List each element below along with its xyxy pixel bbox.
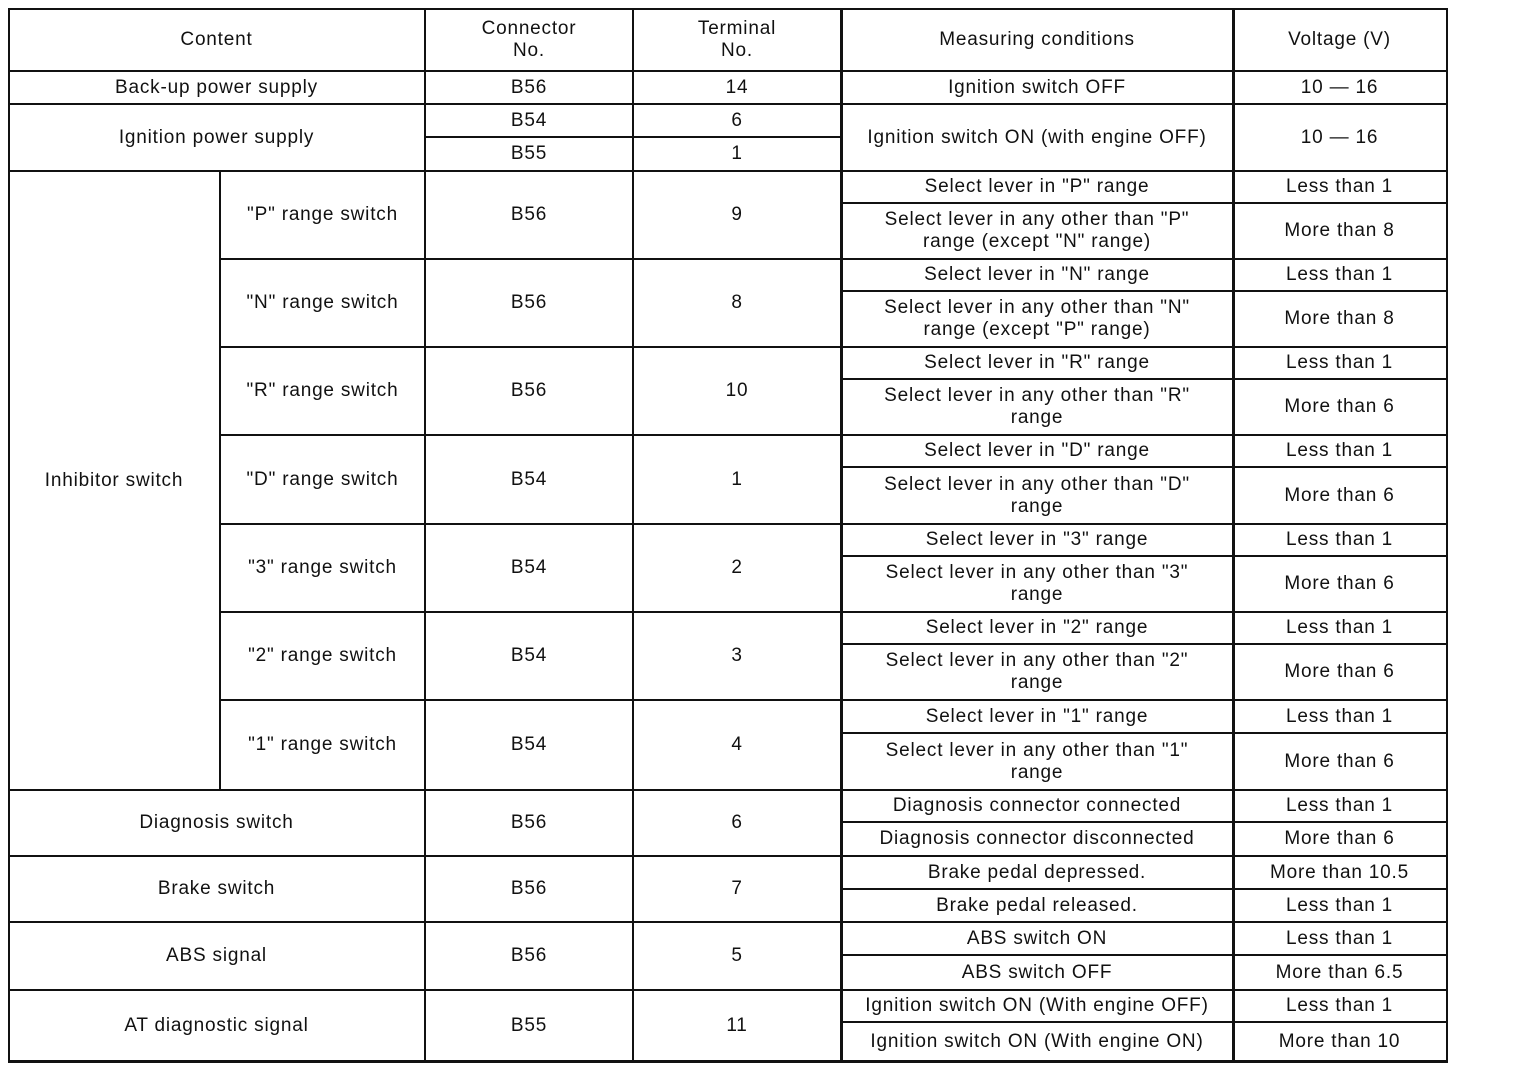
diagnosis-connector: B56 (510, 812, 548, 833)
brake-content: Brake switch (157, 878, 276, 899)
inhibitor-n-terminal: 8 (731, 292, 743, 313)
inhibitor-d-connector: B54 (510, 468, 548, 490)
diagnosis-content: Diagnosis switch (139, 812, 294, 833)
inhibitor-p-condition-1: Select lever in "P" range (924, 176, 1150, 197)
abs-terminal: 5 (731, 945, 743, 966)
header-measuring-conditions: Measuring conditions (939, 28, 1135, 50)
inhibitor-three-voltage-2: More than 6 (1284, 573, 1395, 594)
brake-condition-2: Brake pedal released. (936, 894, 1138, 916)
ignition-terminal-b: 1 (731, 143, 743, 164)
inhibitor-one-condition-1: Select lever in "1" range (925, 705, 1149, 727)
inhibitor-n-voltage-1: Less than 1 (1285, 264, 1394, 285)
inhibitor-n-name: "N" range switch (246, 292, 399, 313)
inhibitor-r-connector: B56 (510, 380, 548, 401)
at-voltage-1: Less than 1 (1285, 995, 1394, 1016)
inhibitor-two-condition-2: Select lever in any other than "2" range (885, 650, 1189, 693)
abs-voltage-1: Less than 1 (1285, 927, 1394, 949)
header-content: Content (180, 28, 253, 50)
abs-condition-1: ABS switch ON (966, 927, 1108, 949)
inhibitor-three-condition-1: Select lever in "3" range (925, 529, 1149, 550)
inhibitor-one-name: "1" range switch (248, 734, 397, 755)
diagnosis-voltage-1: Less than 1 (1285, 795, 1394, 816)
ignition-connector-a: B54 (510, 109, 548, 131)
at-condition-1: Ignition switch ON (With engine OFF) (865, 995, 1209, 1016)
inhibitor-three-connector: B54 (510, 557, 548, 578)
inhibitor-d-condition-1: Select lever in "D" range (924, 440, 1150, 461)
abs-connector: B56 (510, 945, 548, 966)
inhibitor-r-name: "R" range switch (246, 380, 399, 401)
inhibitor-d-voltage-2: More than 6 (1284, 484, 1395, 506)
inhibitor-p-name: "P" range switch (247, 204, 398, 225)
ignition-terminal-a: 6 (731, 109, 743, 131)
inhibitor-p-terminal: 9 (731, 204, 743, 225)
backup-voltage: 10 — 16 (1300, 76, 1379, 98)
backup-terminal: 14 (725, 76, 749, 98)
brake-voltage-1: More than 10.5 (1269, 861, 1409, 883)
at-content: AT diagnostic signal (124, 1014, 309, 1036)
abs-condition-2: ABS switch OFF (961, 961, 1113, 983)
inhibitor-three-terminal: 2 (731, 557, 743, 578)
inhibitor-d-terminal: 1 (731, 468, 743, 490)
inhibitor-two-condition-1: Select lever in "2" range (925, 617, 1149, 638)
inhibitor-three-name: "3" range switch (248, 557, 397, 578)
inhibitor-one-connector: B54 (510, 734, 548, 755)
ignition-voltage: 10 — 16 (1300, 126, 1379, 148)
inhibitor-n-connector: B56 (510, 292, 548, 313)
at-connector: B55 (510, 1014, 548, 1036)
brake-condition-1: Brake pedal depressed. (927, 861, 1147, 883)
inhibitor-d-condition-2: Select lever in any other than "D" range (884, 473, 1190, 517)
inhibitor-r-condition-2: Select lever in any other than "R" range (884, 385, 1190, 428)
at-terminal: 11 (726, 1014, 748, 1036)
brake-terminal: 7 (731, 878, 743, 899)
abs-content: ABS signal (166, 945, 267, 966)
inhibitor-r-voltage-2: More than 6 (1284, 396, 1395, 417)
inhibitor-d-name: "D" range switch (246, 468, 399, 490)
inhibitor-two-terminal: 3 (731, 645, 743, 666)
inhibitor-two-connector: B54 (510, 645, 548, 666)
inhibitor-r-voltage-1: Less than 1 (1285, 352, 1394, 373)
inhibitor-r-terminal: 10 (725, 380, 749, 401)
inhibitor-two-name: "2" range switch (248, 645, 397, 666)
inhibitor-n-condition-2: Select lever in any other than "N" range (except "P" range) (884, 297, 1190, 340)
backup-condition: Ignition switch OFF (948, 76, 1126, 98)
inhibitor-n-voltage-2: More than 8 (1284, 308, 1395, 329)
backup-content: Back-up power supply (115, 76, 318, 98)
backup-connector: B56 (510, 76, 548, 98)
diagnosis-terminal: 6 (731, 812, 743, 833)
inhibitor-one-voltage-1: Less than 1 (1285, 705, 1394, 727)
inhibitor-p-condition-2: Select lever in any other than "P" range (except "N" range) (884, 209, 1190, 252)
inhibitor-one-condition-2: Select lever in any other than "1" range (885, 739, 1189, 783)
header-terminal-no: Terminal No. (697, 17, 777, 61)
inhibitor-two-voltage-1: Less than 1 (1285, 617, 1394, 638)
header-voltage: Voltage (V) (1288, 28, 1391, 50)
inhibitor-p-voltage-1: Less than 1 (1285, 176, 1394, 197)
inhibitor-r-condition-1: Select lever in "R" range (924, 352, 1150, 373)
inhibitor-switch-label: Inhibitor switch (44, 469, 184, 491)
inhibitor-two-voltage-2: More than 6 (1284, 661, 1395, 682)
inhibitor-three-voltage-1: Less than 1 (1285, 529, 1394, 550)
inhibitor-d-voltage-1: Less than 1 (1285, 440, 1394, 461)
at-condition-2: Ignition switch ON (With engine ON) (870, 1030, 1204, 1052)
inhibitor-one-terminal: 4 (731, 734, 743, 755)
inhibitor-p-connector: B56 (510, 204, 548, 225)
header-connector-no: Connector No. (481, 17, 577, 61)
abs-voltage-2: More than 6.5 (1275, 961, 1404, 983)
diagnosis-condition-1: Diagnosis connector connected (892, 795, 1182, 816)
ignition-content: Ignition power supply (118, 126, 315, 148)
ignition-connector-b: B55 (510, 143, 548, 164)
at-voltage-2: More than 10 (1278, 1030, 1401, 1052)
brake-voltage-2: Less than 1 (1285, 894, 1394, 916)
inhibitor-p-voltage-2: More than 8 (1284, 220, 1395, 241)
ignition-condition: Ignition switch ON (with engine OFF) (867, 126, 1207, 148)
inhibitor-one-voltage-2: More than 6 (1284, 750, 1395, 772)
inhibitor-three-condition-2: Select lever in any other than "3" range (885, 562, 1189, 605)
diagnosis-voltage-2: More than 6 (1284, 828, 1395, 849)
diagnosis-condition-2: Diagnosis connector disconnected (879, 828, 1195, 849)
brake-connector: B56 (510, 878, 548, 899)
inhibitor-n-condition-1: Select lever in "N" range (924, 264, 1150, 285)
